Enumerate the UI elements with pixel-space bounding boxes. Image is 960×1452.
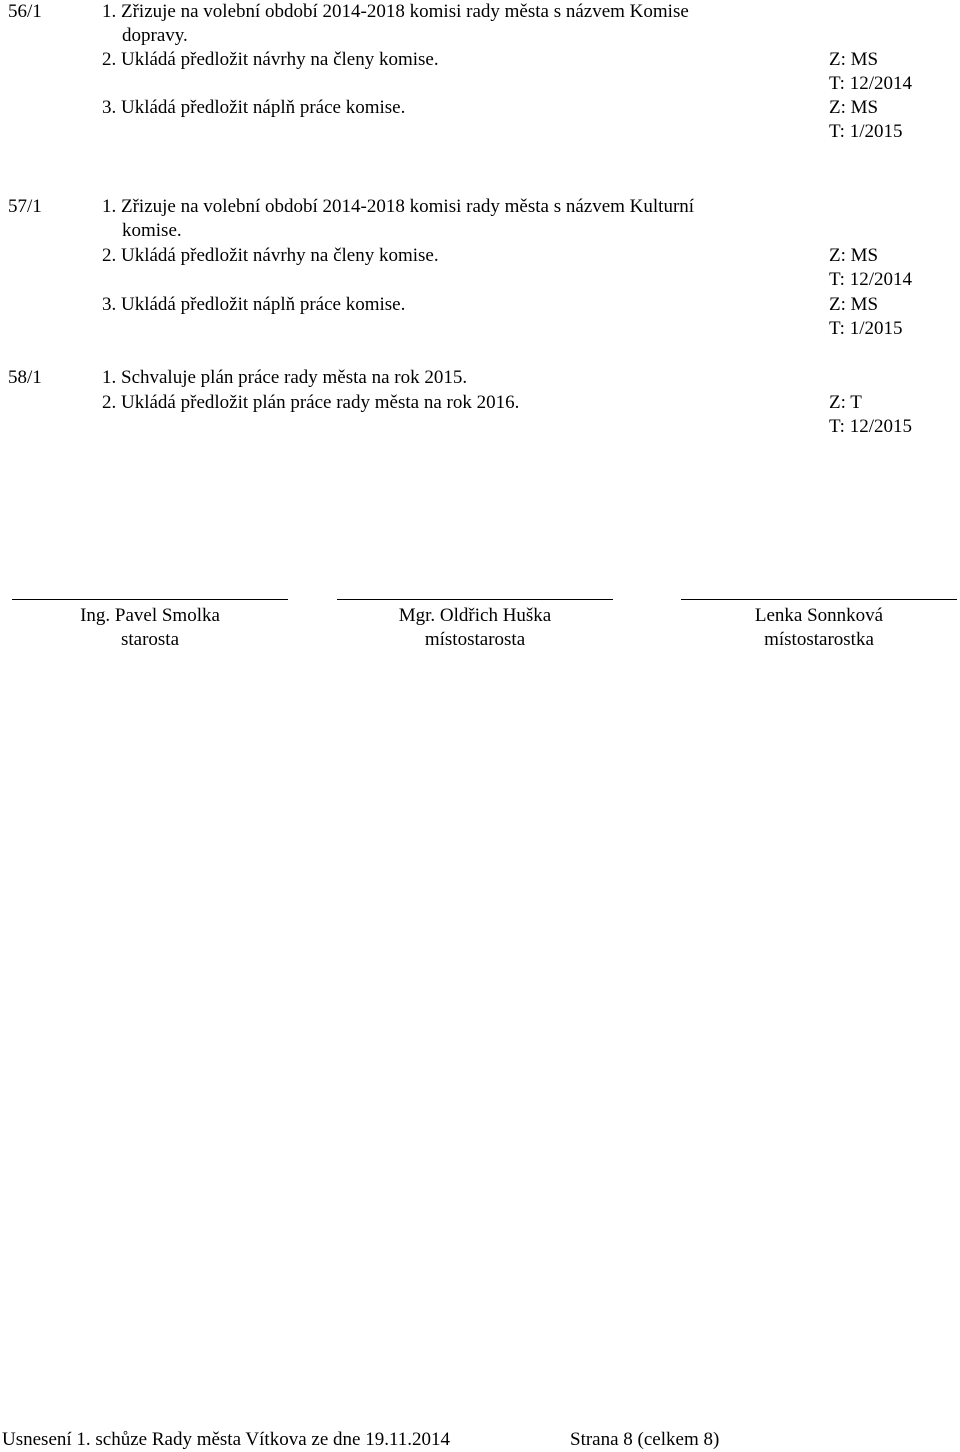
responsible-person: Z: MS — [829, 49, 879, 70]
footer-document-title: Usnesení 1. schůze Rady města Vítkova ze dne 19.11.2014 — [2, 1429, 450, 1450]
resolution-item-text: 2. Ukládá předložit návrhy na členy komise. — [102, 245, 439, 266]
signatory-name: Ing. Pavel Smolka — [80, 605, 220, 626]
responsible-person: Z: T — [829, 392, 862, 413]
signatory-role: starosta — [120, 629, 180, 650]
resolution-number: 56/1 — [8, 1, 42, 22]
resolution-number: 58/1 — [8, 367, 42, 388]
responsible-person: Z: MS — [829, 97, 879, 118]
resolution-item-text: 1. Zřizuje na volební období 2014-2018 komisi rady města s názvem Kulturní — [102, 196, 695, 217]
deadline: T: 1/2015 — [829, 121, 903, 142]
signatory-name: Lenka Sonnková — [754, 605, 884, 626]
footer-page-number: Strana 8 (celkem 8) — [570, 1429, 720, 1450]
resolution-item-text: 2. Ukládá předložit plán práce rady města na rok 2016. — [102, 392, 520, 413]
signatory-role: místostarostka — [764, 629, 874, 650]
resolution-item-text-continued: komise. — [122, 220, 182, 241]
responsible-person: Z: MS — [829, 294, 879, 315]
signature-line — [337, 599, 613, 600]
resolution-item-text: 3. Ukládá předložit náplň práce komise. — [102, 97, 406, 118]
resolution-item-text: 2. Ukládá předložit návrhy na členy komise. — [102, 49, 439, 70]
resolution-item-text-continued: dopravy. — [122, 25, 188, 46]
deadline: T: 12/2015 — [829, 416, 912, 437]
deadline: T: 12/2014 — [829, 269, 912, 290]
signature-line — [681, 599, 957, 600]
resolution-item-text: 3. Ukládá předložit náplň práce komise. — [102, 294, 406, 315]
signatory-name: Mgr. Oldřich Huška — [398, 605, 552, 626]
resolution-item-text: 1. Schvaluje plán práce rady města na rok 2015. — [102, 367, 468, 388]
responsible-person: Z: MS — [829, 245, 879, 266]
signatory-role: místostarosta — [424, 629, 526, 650]
signature-line — [12, 599, 288, 600]
deadline: T: 1/2015 — [829, 318, 903, 339]
resolution-item-text: 1. Zřizuje na volební období 2014-2018 komisi rady města s názvem Komise — [102, 1, 689, 22]
resolution-number: 57/1 — [8, 196, 42, 217]
deadline: T: 12/2014 — [829, 73, 912, 94]
